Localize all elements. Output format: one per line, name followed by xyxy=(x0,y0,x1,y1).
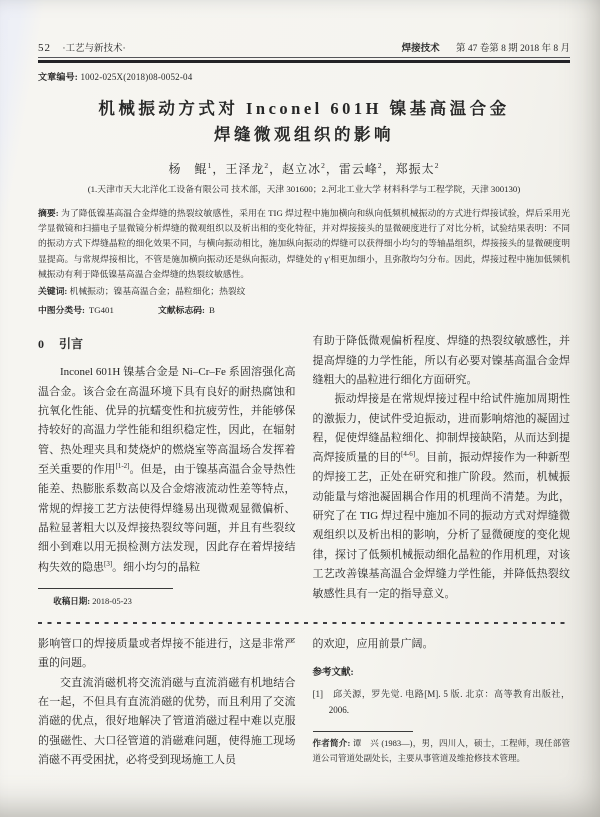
paper-title xyxy=(38,96,570,149)
left-column xyxy=(38,332,296,608)
header-right xyxy=(388,40,570,54)
bio-rule xyxy=(313,731,413,732)
references-heading: 参考文献: xyxy=(312,668,354,679)
continuation-paragraph: 的欢迎，应用前景广阔。 xyxy=(312,638,434,651)
intro-paragraph xyxy=(38,363,296,577)
keywords-label: 关键词: xyxy=(38,286,68,297)
right-column xyxy=(313,332,571,608)
issue-info: 第 47 卷第 8 期 2018 年 8 月 xyxy=(455,44,570,54)
section-number: 0 xyxy=(38,337,44,352)
affiliation: (1.天津市天大北洋化工设备有限公司 技术部，天津 301600；2.河北工业大学 材料科学与工程学院，天津 300130) xyxy=(87,183,521,194)
received-date-line xyxy=(38,594,296,609)
author xyxy=(339,162,396,176)
bottom-left-column xyxy=(38,635,296,771)
citation-marker: [4-6] xyxy=(401,450,416,459)
author-separator: ， xyxy=(382,161,396,176)
author-separator: ， xyxy=(325,161,339,176)
section-heading-intro xyxy=(38,334,296,355)
body-paragraph: 有助于降低微观偏析程度、焊缝的热裂纹敏感性，并提高焊缝的力学性能，所以有必要对镍基高温合金焊缝粗大的晶粒进行细化方面研究。 xyxy=(312,335,570,386)
intro-text: 。细小均匀的晶粒 xyxy=(112,561,201,574)
author xyxy=(169,162,226,176)
intro-text: 。但是，由于镍基高温合金导热性能差、热膨胀系数高以及合金熔液流动性差等特点，常规的焊接工艺方法使得焊缝易出现微观显微偏析、晶粒显著粗大以及焊接热裂纹等问题，并且有些裂纹细小到难以用无损检测方法发现，因此存在着焊接结构失效的隐患 xyxy=(38,463,296,574)
author-separator: ， xyxy=(269,161,283,176)
author-name: 王泽龙 xyxy=(225,161,265,176)
intro-text: Inconel 601H 镍基合金是 Ni–Cr–Fe 系固溶强化高温合金。该合金在高温环境下具有良好的耐热腐蚀和抗氧化性能、优异的抗蠕变性和抗疲劳性，并能够保持较好的高温力学性能和组织稳定性，因此，在辐射管、热处理夹具和焚烧炉的燃烧室等高温场合发挥着至关重要的作用 xyxy=(38,366,296,476)
author-affil-sup: 1 xyxy=(207,160,213,170)
author-bio-label: 作者简介: xyxy=(312,737,351,748)
body-text: 振动焊接是在常规焊接过程中给试件施加周期性的激振力，使试件受迫振动，进而影响熔池的凝固过程，促使焊缝晶粒细化、抑制焊接缺陷，从而达到提高焊接质量的目的 xyxy=(312,393,570,465)
author-bio-text: 谭 兴 (1983—)，男，四川人，硕士，工程师，现任部管道公司管道处副处长，主要从事管道及维抢修技术管理。 xyxy=(312,737,570,764)
paper-title-line2: 焊缝微观组织的影响 xyxy=(214,125,394,145)
citation-marker: [3] xyxy=(104,559,113,568)
author-affil-sup: 2 xyxy=(321,160,326,170)
article-separator xyxy=(38,622,570,625)
author xyxy=(396,162,440,176)
author-separator: ， xyxy=(212,161,226,176)
author-name: 赵立冰 xyxy=(282,161,322,176)
doc-code-value: B xyxy=(208,305,215,316)
continuation-paragraph: 交直流消磁机将交流消磁与直流消磁有机地结合在一起，不但具有直流消磁的优势，而且利用了交流消磁的优点，很好地解决了管道消磁过程中难以克服的强磁性、大口径管道的消磁难问题，使得施工现场消磁不再受困扰，必将受到现场施工人员 xyxy=(38,676,296,767)
footnote-rule xyxy=(38,588,173,589)
keywords-line xyxy=(38,284,570,299)
abstract-text: 为了降低镍基高温合金焊缝的热裂纹敏感性，采用在 TIG 焊过程中施加横向和纵向低频机械振动的方式进行焊接试验，焊后采用光学显微镜和扫描电子显微镜分析焊缝的微观组织以及析出相的变化特征，并对焊接接头的显微硬度进行了对比分析，试验结果表明：不同的振动方式下焊缝晶粒的细化效果不同，与横向振动相比，施加纵向振动的焊缝可以获得细小均匀的等轴晶组织，焊接接头的显微硬度明显提高。与常规焊接相比，不管是施加横向振动还是纵向振动，焊缝处的 γ′相更加细小，且弥散均匀分布。因此，焊接过程中施加低频机械振动有利于降低镍基高温合金焊缝的热裂纹敏感性。 xyxy=(38,207,570,279)
author-name: 杨 鲲 xyxy=(168,161,208,176)
body-paragraph xyxy=(313,390,571,604)
continued-article-section xyxy=(38,635,570,771)
doc-code-label: 文献标志码: xyxy=(158,305,205,316)
reference-item: [1] 邱关源，罗先觉. 电路[M]. 5 版. 北京：高等教育出版社，2006. xyxy=(312,689,570,715)
author-affil-sup: 2 xyxy=(377,160,383,170)
body-text: 。目前，振动焊接作为一种新型的焊接工艺，正处在研究和推广阶段。然而，机械振动能量与熔池凝固耦合作用的机理尚不清楚。为此，研究了在 TIG 焊过程中施加不同的振动方式对焊缝微观组织以及析出相的影响，分析了显微硬度的变化规律，探讨了低频机械振动细化晶粒的作用机理，对该工艺改善镍基高温合金焊缝力学性能，并降低热裂纹敏感性具有一定的指导意义。 xyxy=(312,452,571,600)
article-number-value: 1002-025X(2018)08-0052-04 xyxy=(80,72,193,82)
continuation-paragraph: 影响管口的焊接质量或者焊接不能进行，这是非常严重的问题。 xyxy=(38,638,296,670)
page-header xyxy=(38,40,570,54)
keywords-text: 机械振动；镍基高温合金；晶粒细化；热裂纹 xyxy=(69,286,246,297)
clc-label: 中图分类号: xyxy=(38,305,85,316)
article-body xyxy=(38,332,570,608)
classification-line xyxy=(38,303,570,316)
abstract-block xyxy=(38,206,570,282)
paper-title-line1: 机械振动方式对 Inconel 601H 镍基高温合金 xyxy=(98,99,510,118)
page-number: 52 xyxy=(38,42,51,54)
section-title: 引言 xyxy=(59,337,84,352)
header-column-title: ·工艺与新技术· xyxy=(62,44,126,54)
header-rule xyxy=(38,57,570,63)
journal-name: 焊接技术 xyxy=(401,44,440,54)
authors-line xyxy=(38,160,570,177)
header-left xyxy=(38,40,126,54)
article-number-label: 文章编号: xyxy=(38,72,78,82)
author-affil-sup: 2 xyxy=(434,160,440,170)
citation-marker: [1-2] xyxy=(115,462,130,471)
received-date-footnote xyxy=(38,578,296,609)
article-number-line xyxy=(38,70,570,83)
clc-value: TG401 xyxy=(88,305,114,316)
author xyxy=(225,162,282,176)
author-name: 郑振太 xyxy=(395,161,435,176)
bottom-right-column xyxy=(313,635,571,771)
received-date-value: 2018-05-23 xyxy=(92,595,132,606)
author xyxy=(282,162,339,176)
author-affil-sup: 2 xyxy=(264,160,270,170)
abstract-label: 摘要: xyxy=(38,207,59,218)
received-date-label: 收稿日期: xyxy=(53,595,91,606)
author-name: 雷云峰 xyxy=(338,161,378,176)
author-bio xyxy=(313,731,571,767)
